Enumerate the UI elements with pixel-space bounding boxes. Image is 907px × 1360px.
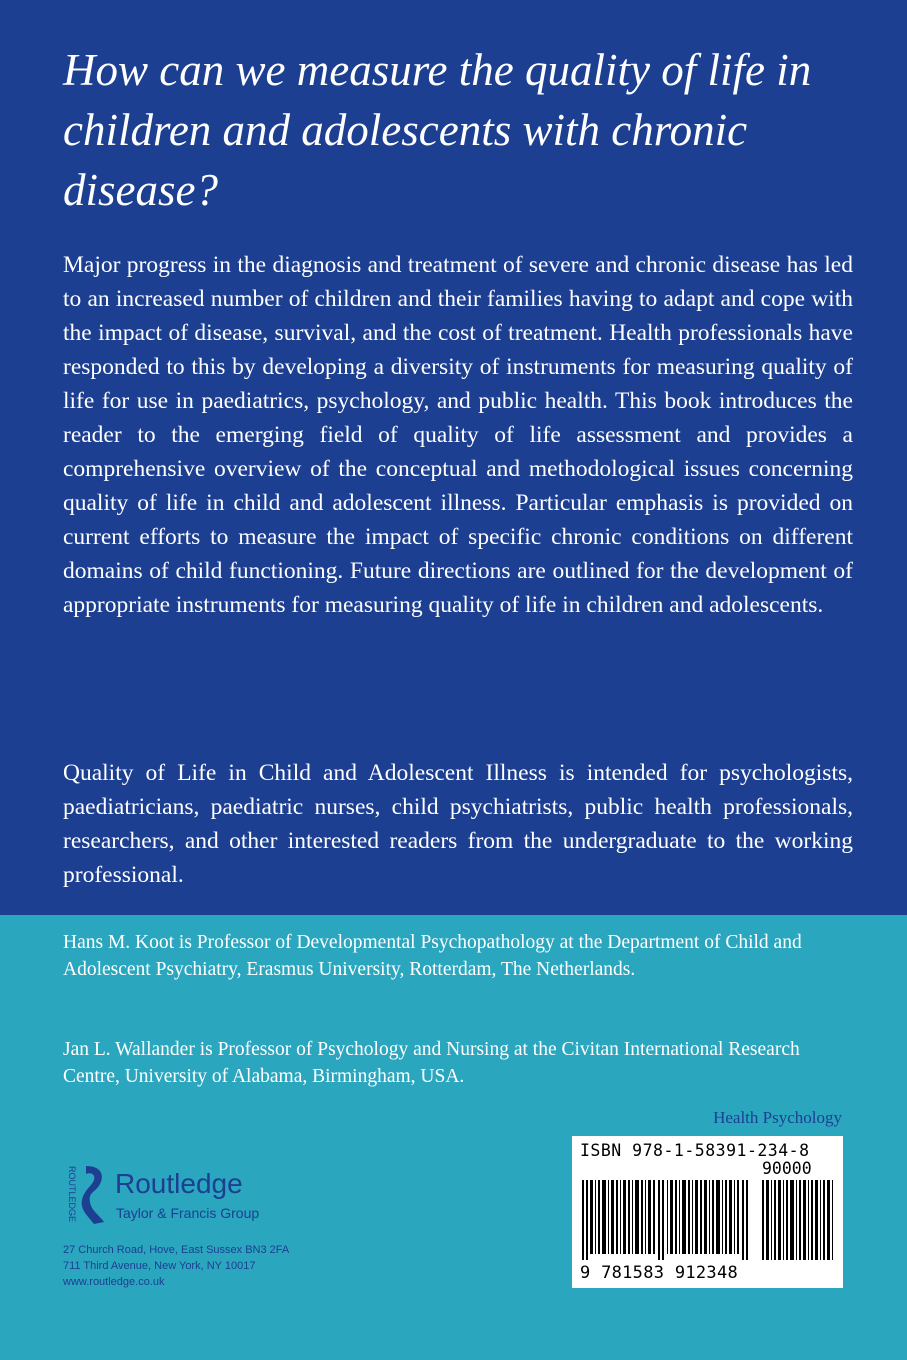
logo-vertical-text: ROUTLEDGE — [67, 1166, 77, 1223]
addon-barcode-icon — [762, 1180, 834, 1260]
author-bio-koot: Hans M. Koot is Professor of Developmental Psychopathology at the Department of Child and Adolescent Psychiatry, Erasmus University, Rotterdam, The Netherlands. — [63, 932, 802, 980]
isbn-text: ISBN 978-1-58391-234-8 — [580, 1141, 810, 1160]
description-paragraph-2: Quality of Life in Child and Adolescent Illness is intended for psychologists, paediatricians, paediatric nurses, child psychiatrists, public health professionals, researchers, and other interested readers from the undergraduate to the working professional. — [63, 760, 853, 888]
description-paragraph-1: Major progress in the diagnosis and treatment of severe and chronic disease has led to an increased number of children and their families having to adapt and cope with the impact of disease, survival, and the cost of treatment. Health professionals have responded to this by developing a diversity of instruments for measuring quality of life for use in paediatrics, psychology, and public health. This book introduces the reader to the emerging field of quality of life assessment and provides a comprehensive overview of the conceptual and methodological issues concerning quality of life in child and adolescent illness. Particular emphasis is provided on current efforts to measure the impact of specific chronic conditions on different domains of child functioning. Future directions are outlined for the development of appropriate instruments for measuring quality of life in children and adolescents. — [63, 252, 853, 618]
ean-number-text: 9 781583 912348 — [580, 1263, 739, 1283]
routledge-logo-icon — [60, 1162, 110, 1228]
address-line-1: 27 Church Road, Hove, East Sussex BN3 2FA — [63, 1244, 290, 1256]
address-line-2: 711 Third Avenue, New York, NY 10017 — [63, 1260, 256, 1272]
series-label: Health Psychology — [713, 1108, 842, 1127]
publisher-name: Routledge — [115, 1168, 243, 1199]
publisher-website[interactable]: www.routledge.co.uk — [63, 1276, 165, 1288]
barcode-panel — [572, 1136, 843, 1288]
price-code-text: 90000 — [762, 1159, 812, 1178]
ean-barcode-icon — [582, 1180, 754, 1260]
publisher-group: Taylor & Francis Group — [116, 1205, 260, 1221]
cover-headline: How can we measure the quality of life in children and adolescents with chronic disease? — [63, 45, 812, 215]
author-bio-wallander: Jan L. Wallander is Professor of Psychology and Nursing at the Civitan International Research Centre, University of Alabama, Birmingham, USA. — [63, 1039, 800, 1087]
